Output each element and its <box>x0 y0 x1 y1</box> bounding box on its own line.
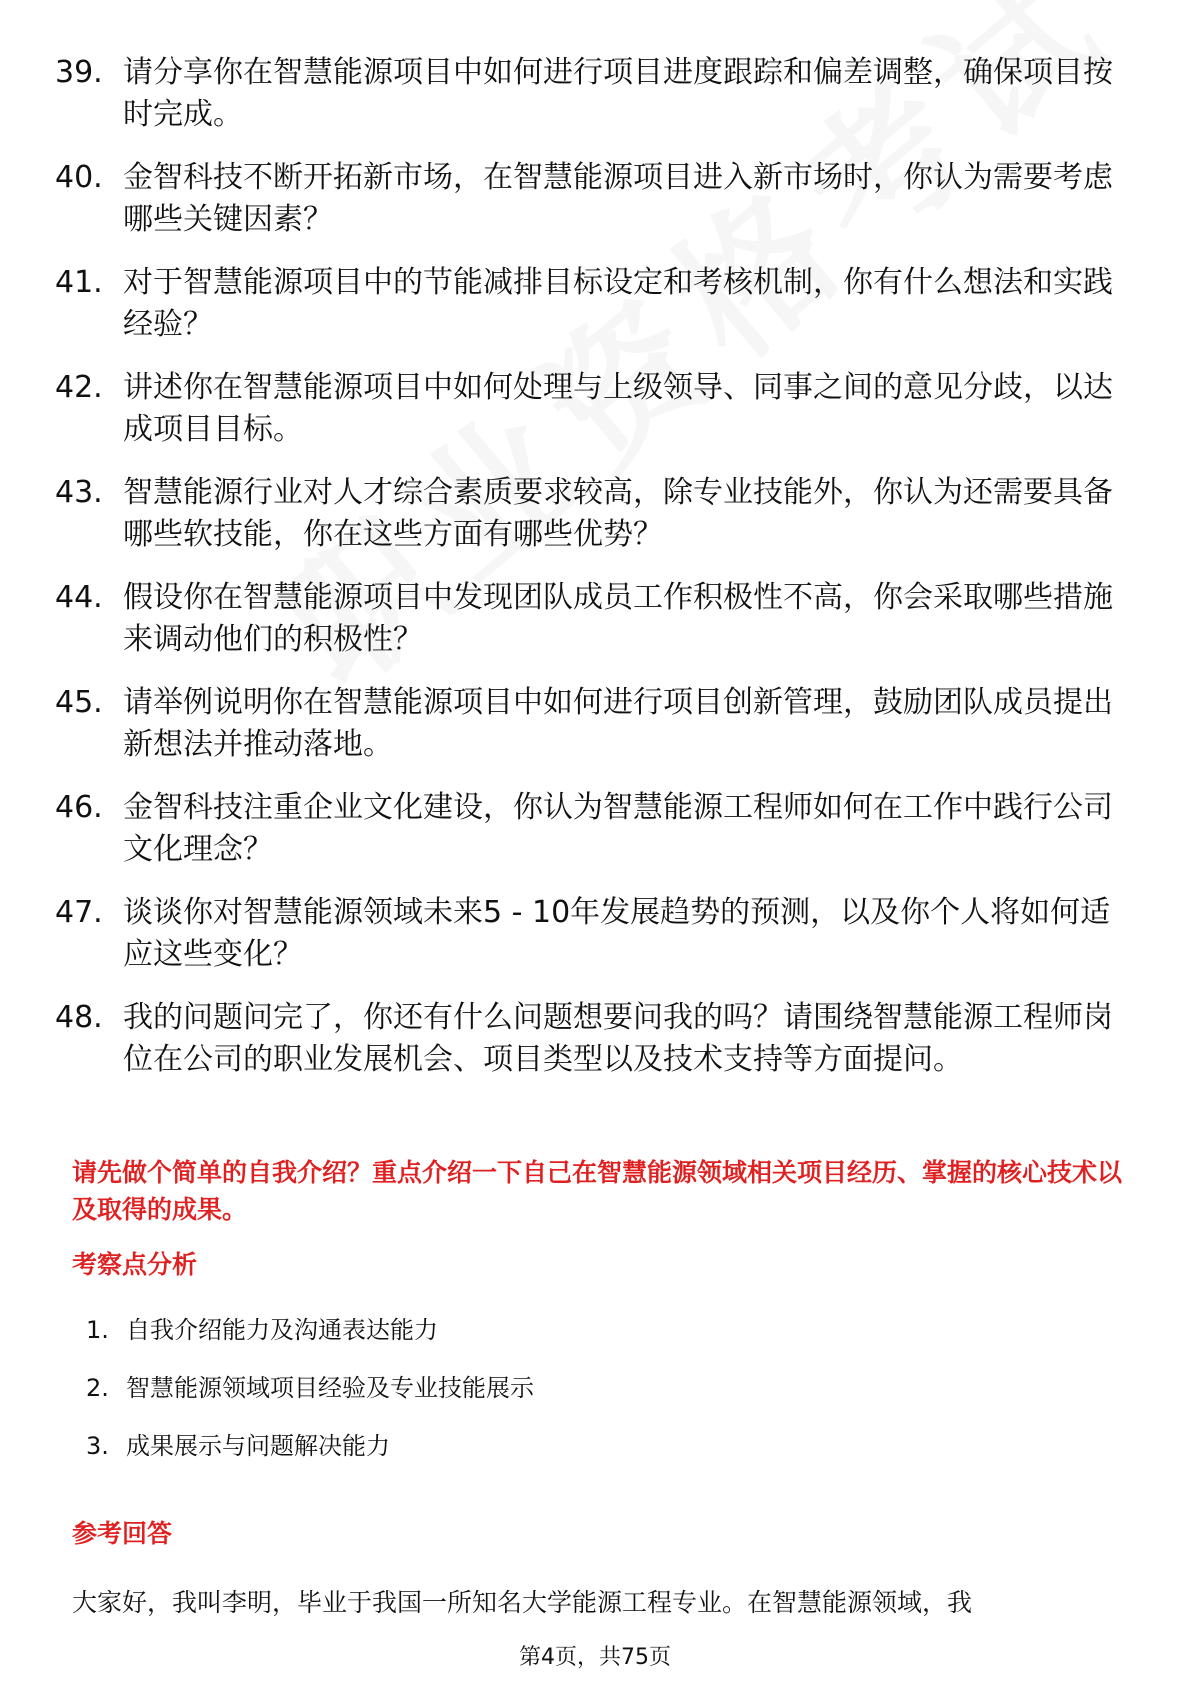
question-number: 39. <box>55 55 103 90</box>
question-text: 金智科技不断开拓新市场，在智慧能源项目进入新市场时，你认为需要考虑哪些关键因素？ <box>123 160 1113 237</box>
list-item <box>55 472 1135 556</box>
question-number: 42. <box>55 370 103 405</box>
question-number: 41. <box>55 265 103 300</box>
question-number: 45. <box>55 685 103 720</box>
list-item <box>55 892 1135 976</box>
list-item <box>55 577 1135 661</box>
list-item <box>55 367 1135 451</box>
question-number: 48. <box>55 1000 103 1035</box>
list-item <box>86 1371 534 1429</box>
analysis-text: 自我介绍能力及沟通表达能力 <box>126 1316 438 1344</box>
question-number: 43. <box>55 475 103 510</box>
question-text: 对于智慧能源项目中的节能减排目标设定和考核机制，你有什么想法和实践经验？ <box>123 265 1113 342</box>
question-number: 46. <box>55 790 103 825</box>
list-item <box>55 787 1135 871</box>
list-item <box>55 262 1135 346</box>
question-number: 40. <box>55 160 103 195</box>
list-item <box>86 1429 534 1487</box>
question-text: 智慧能源行业对人才综合素质要求较高，除专业技能外，你认为还需要具备哪些软技能，你在这些方面有哪些优势？ <box>123 475 1113 552</box>
answer-heading: 参考回答 <box>72 1519 173 1548</box>
list-item <box>55 52 1135 136</box>
question-number: 44. <box>55 580 103 615</box>
answer-text: 大家好，我叫李明，毕业于我国一所知名大学能源工程专业。在智慧能源领域，我 <box>72 1588 973 1617</box>
question-text: 讲述你在智慧能源项目中如何处理与上级领导、同事之间的意见分歧，以达成项目目标。 <box>123 370 1113 447</box>
list-item <box>55 997 1135 1081</box>
question-text: 请举例说明你在智慧能源项目中如何进行项目创新管理，鼓励团队成员提出新想法并推动落地。 <box>123 685 1113 762</box>
question-text: 我的问题问完了，你还有什么问题想要问我的吗？请围绕智慧能源工程师岗位在公司的职业发展机会、项目类型以及技术支持等方面提问。 <box>123 1000 1113 1077</box>
question-text: 假设你在智慧能源项目中发现团队成员工作积极性不高，你会采取哪些措施来调动他们的积极性？ <box>123 580 1113 657</box>
analysis-number: 2. <box>86 1374 109 1402</box>
question-number: 47. <box>55 895 103 930</box>
analysis-heading: 考察点分析 <box>72 1250 198 1279</box>
analysis-number: 1. <box>86 1316 109 1344</box>
interview-prompt: 请先做个简单的自我介绍？重点介绍一下自己在智慧能源领域相关项目经历、掌握的核心技术以及取得的成果。 <box>72 1158 1123 1224</box>
list-item <box>55 682 1135 766</box>
analysis-number: 3. <box>86 1432 109 1460</box>
analysis-text: 智慧能源领域项目经验及专业技能展示 <box>126 1374 534 1402</box>
question-list <box>55 52 1135 1102</box>
analysis-text: 成果展示与问题解决能力 <box>126 1432 390 1460</box>
analysis-list <box>86 1313 534 1487</box>
list-item <box>86 1313 534 1371</box>
question-text: 金智科技注重企业文化建设，你认为智慧能源工程师如何在工作中践行公司文化理念？ <box>123 790 1113 867</box>
question-text: 谈谈你对智慧能源领域未来5 - 10年发展趋势的预测，以及你个人将如何适应这些变化？ <box>123 895 1111 972</box>
question-text: 请分享你在智慧能源项目中如何进行项目进度跟踪和偏差调整，确保项目按时完成。 <box>123 55 1113 132</box>
page-footer: 第4页，共75页 <box>519 1645 671 1670</box>
list-item <box>55 157 1135 241</box>
